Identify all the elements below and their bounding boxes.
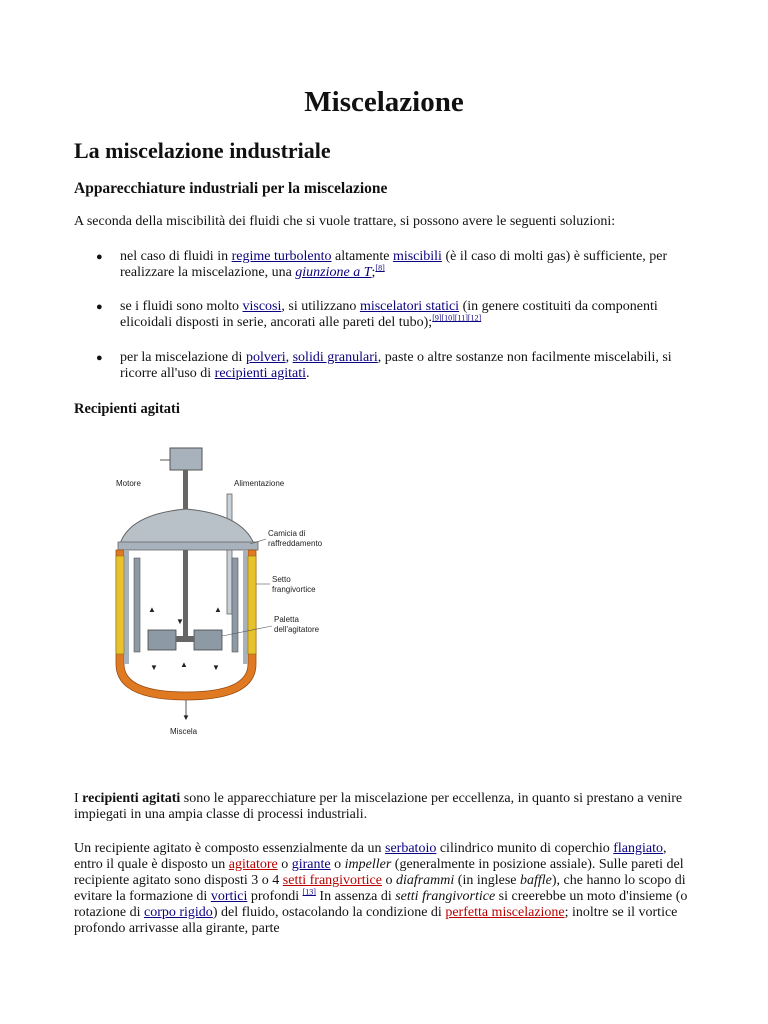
section-heading: La miscelazione industriale: [74, 138, 331, 163]
link-girante[interactable]: girante: [291, 857, 331, 872]
label-setto-1: Setto: [272, 575, 291, 584]
link-serbatoio[interactable]: serbatoio: [385, 841, 437, 856]
svg-text:▲: ▲: [180, 660, 188, 669]
recipienti-agitati-heading: Recipienti agitati: [74, 401, 180, 417]
svg-text:▼: ▼: [182, 713, 190, 722]
impeller-paddle-left: [148, 630, 176, 650]
label-camicia-2: raffreddamento: [268, 539, 323, 548]
svg-text:▼: ▼: [212, 663, 220, 672]
link-flangiato[interactable]: flangiato: [613, 841, 664, 856]
link-polveri[interactable]: polveri: [245, 350, 286, 365]
link-miscibili[interactable]: miscibili: [392, 249, 442, 264]
svg-text:▲: ▲: [214, 605, 222, 614]
page-title: Miscelazione: [304, 86, 464, 118]
link-corpo-rigido[interactable]: corpo rigido: [143, 905, 213, 920]
shaft: [183, 470, 188, 640]
impeller-paddle-right: [194, 630, 222, 650]
subsection-heading: Apparecchiature industriali per la miscelazione: [74, 180, 388, 197]
motor-icon: [170, 448, 202, 470]
link-vortici[interactable]: vortici: [210, 889, 248, 904]
label-paletta-1: Paletta: [274, 615, 299, 624]
stirred-tank-diagram: [110, 444, 360, 744]
label-motore: Motore: [116, 479, 141, 488]
link-solidi-granulari[interactable]: solidi granulari: [292, 350, 378, 365]
link-viscosi[interactable]: viscosi: [242, 299, 282, 314]
feed-pipe: [227, 494, 232, 614]
bullet-icon: ●: [96, 301, 103, 313]
link-recipienti-agitati[interactable]: recipienti agitati: [214, 366, 307, 381]
link-setti-frangivortice[interactable]: setti frangivortice: [282, 873, 382, 888]
vessel-lid: [120, 509, 254, 544]
baffle-right: [248, 556, 256, 654]
bullet-icon: ●: [96, 251, 103, 263]
paragraph-recipienti: I recipienti agitati sono le apparecchiature per la miscelazione per eccellenza, in quanto si prestano a venire impiegati in una ampia classe di processi industriali.: [74, 791, 683, 822]
vessel-wall-right: [243, 550, 248, 664]
bullet-icon: ●: [96, 352, 103, 364]
baffle-left: [116, 556, 124, 654]
link-perfetta-miscelazione[interactable]: perfetta miscelazione: [445, 905, 565, 920]
vessel-wall-left: [124, 550, 129, 664]
label-alimentazione: Alimentazione: [234, 479, 285, 488]
label-camicia-1: Camicia di: [268, 529, 306, 538]
link-agitatore[interactable]: agitatore: [228, 857, 278, 872]
label-paletta-2: dell'agitatore: [274, 625, 320, 634]
reference-link[interactable]: [13]: [302, 887, 316, 897]
flange: [118, 542, 258, 550]
link-miscelatori-statici[interactable]: miscelatori statici: [359, 299, 460, 314]
reference-link[interactable]: [9][10][11][12]: [432, 313, 482, 323]
reference-link[interactable]: [8]: [375, 263, 385, 273]
svg-text:▼: ▼: [150, 663, 158, 672]
intro-paragraph: A seconda della miscibilità dei fluidi che si vuole trattare, si possono avere le seguenti soluzioni:: [74, 214, 616, 229]
svg-text:▲: ▲: [148, 605, 156, 614]
label-setto-2: frangivortice: [272, 585, 316, 594]
svg-text:▼: ▼: [176, 617, 184, 626]
label-miscela: Miscela: [170, 727, 198, 736]
paragraph-composizione: Un recipiente agitato è composto essenzialmente da un serbatoio cilindrico munito di coperchio flangiato, entro il quale è disposto un agitatore o girante o impeller (generalmente in posizione assiale). Sulle pareti del recipiente agitato sono disposti 3 o 4 setti frangivortice o diaframmi (in inglese baffle), che hanno lo scopo di evitare la formazione di vortici profondi [13] In assenza di setti frangivortice si creerebbe un moto d'insieme (o rotazione di corpo rigido) del fluido, ostacolando la condizione di perfetta miscelazione; inoltre se il vortice profondo arrivasse alla girante, parte: [74, 841, 688, 936]
link-giunzione-a-t[interactable]: giunzione a T: [295, 265, 372, 280]
link-regime-turbolento[interactable]: regime turbolento: [231, 249, 332, 264]
